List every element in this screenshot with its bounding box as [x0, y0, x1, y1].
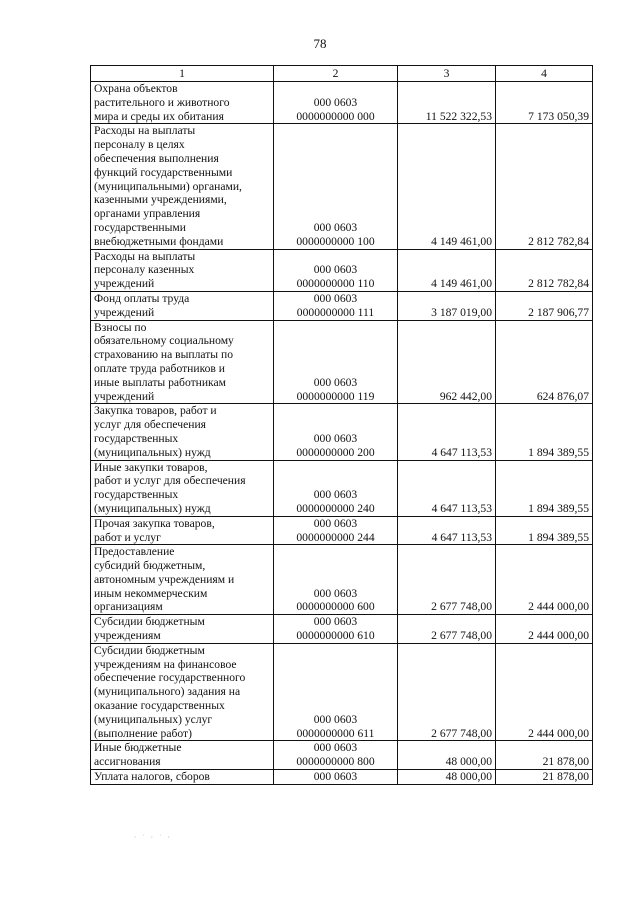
- cell-value-3: 3 187 019,00: [398, 291, 496, 320]
- table-row: [91, 82, 593, 124]
- cell-name: Расходы на выплаты персоналу в целях обеспечения выполнения функций государственными (муниципальными) органами, казенными учреждениями, органами управления государственными внебюджетными фондами: [91, 124, 274, 249]
- table-row: [91, 643, 593, 741]
- cell-code: 000 0603 0000000000 100: [274, 124, 398, 249]
- cell-value-3: 962 442,00: [398, 320, 496, 404]
- cell-value-4: 2 444 000,00: [496, 545, 593, 615]
- cell-name: Иные бюджетные ассигнования: [91, 741, 274, 770]
- cell-code: 000 0603 0000000000 800: [274, 741, 398, 770]
- cell-value-4: 1 894 389,55: [496, 516, 593, 545]
- cell-value-4: 2 812 782,84: [496, 124, 593, 249]
- cell-value-3: 2 677 748,00: [398, 643, 496, 741]
- table-row: [91, 516, 593, 545]
- table-row: [91, 124, 593, 249]
- cell-code: 000 0603 0000000000 000: [274, 82, 398, 124]
- cell-code: 000 0603 0000000000 240: [274, 460, 398, 516]
- cell-name: Предоставление субсидий бюджетным, автономным учреждениям и иным некоммерческим организациям: [91, 545, 274, 615]
- table-row: [91, 770, 593, 785]
- cell-value-3: 4 647 113,53: [398, 460, 496, 516]
- cell-code: 000 0603 0000000000 119: [274, 320, 398, 404]
- cell-name: Субсидии бюджетным учреждениям на финансовое обеспечение государственного (муниципального) задания на оказание государственных (муниципальных) услуг (выполнение работ): [91, 643, 274, 741]
- cell-name: Закупка товаров, работ и услуг для обеспечения государственных (муниципальных) нужд: [91, 404, 274, 460]
- cell-value-4: 2 444 000,00: [496, 615, 593, 644]
- cell-code: 000 0603 0000000000 610: [274, 615, 398, 644]
- cell-value-3: 11 522 322,53: [398, 82, 496, 124]
- cell-name: Прочая закупка товаров, работ и услуг: [91, 516, 274, 545]
- table-row: [91, 320, 593, 404]
- cell-value-4: 21 878,00: [496, 770, 593, 785]
- cell-value-3: 4 149 461,00: [398, 124, 496, 249]
- cell-name: Иные закупки товаров, работ и услуг для обеспечения государственных (муниципальных) нужд: [91, 460, 274, 516]
- cell-code: 000 0603 0000000000 200: [274, 404, 398, 460]
- cell-value-3: 4 647 113,53: [398, 516, 496, 545]
- column-header-3: 3: [398, 66, 496, 82]
- table-row: [91, 460, 593, 516]
- column-header-1: 1: [91, 66, 274, 82]
- cell-value-4: 1 894 389,55: [496, 460, 593, 516]
- cell-name: Охрана объектов растительного и животного мира и среды их обитания: [91, 82, 274, 124]
- cell-name: Расходы на выплаты персоналу казенных учреждений: [91, 249, 274, 291]
- table-row: [91, 615, 593, 644]
- cell-value-3: 4 647 113,53: [398, 404, 496, 460]
- cell-name: Фонд оплаты труда учреждений: [91, 291, 274, 320]
- cell-value-3: 4 149 461,00: [398, 249, 496, 291]
- column-header-4: 4: [496, 66, 593, 82]
- cell-value-4: 624 876,07: [496, 320, 593, 404]
- cell-code: 000 0603 0000000000 611: [274, 643, 398, 741]
- table-row: [91, 545, 593, 615]
- cell-code: 000 0603 0000000000 110: [274, 249, 398, 291]
- cell-value-4: 21 878,00: [496, 741, 593, 770]
- cell-value-4: 7 173 050,39: [496, 82, 593, 124]
- cell-value-4: 2 812 782,84: [496, 249, 593, 291]
- header-row: [91, 66, 593, 82]
- cell-value-4: 2 187 906,77: [496, 291, 593, 320]
- cell-value-3: 2 677 748,00: [398, 545, 496, 615]
- cell-value-4: 2 444 000,00: [496, 643, 593, 741]
- table-row: [91, 291, 593, 320]
- table-row: [91, 741, 593, 770]
- cell-code: 000 0603 0000000000 111: [274, 291, 398, 320]
- scan-artifact: ⸱ ˙ ⸱ ˙ ⸱: [134, 833, 172, 842]
- table-header: [91, 66, 593, 82]
- cell-name: Субсидии бюджетным учреждениям: [91, 615, 274, 644]
- budget-table: [90, 65, 593, 785]
- cell-code: 000 0603 0000000000 600: [274, 545, 398, 615]
- column-header-2: 2: [274, 66, 398, 82]
- cell-name: Взносы по обязательному социальному страхованию на выплаты по оплате труда работников и иные выплаты работникам учреждений: [91, 320, 274, 404]
- cell-value-3: 48 000,00: [398, 770, 496, 785]
- table-row: [91, 249, 593, 291]
- cell-value-3: 48 000,00: [398, 741, 496, 770]
- cell-value-3: 2 677 748,00: [398, 615, 496, 644]
- cell-code: 000 0603 0000000000 244: [274, 516, 398, 545]
- cell-name: Уплата налогов, сборов: [91, 770, 274, 785]
- table-row: [91, 404, 593, 460]
- cell-value-4: 1 894 389,55: [496, 404, 593, 460]
- cell-code: 000 0603: [274, 770, 398, 785]
- table-body: [91, 82, 593, 785]
- page-number: 78: [313, 36, 327, 51]
